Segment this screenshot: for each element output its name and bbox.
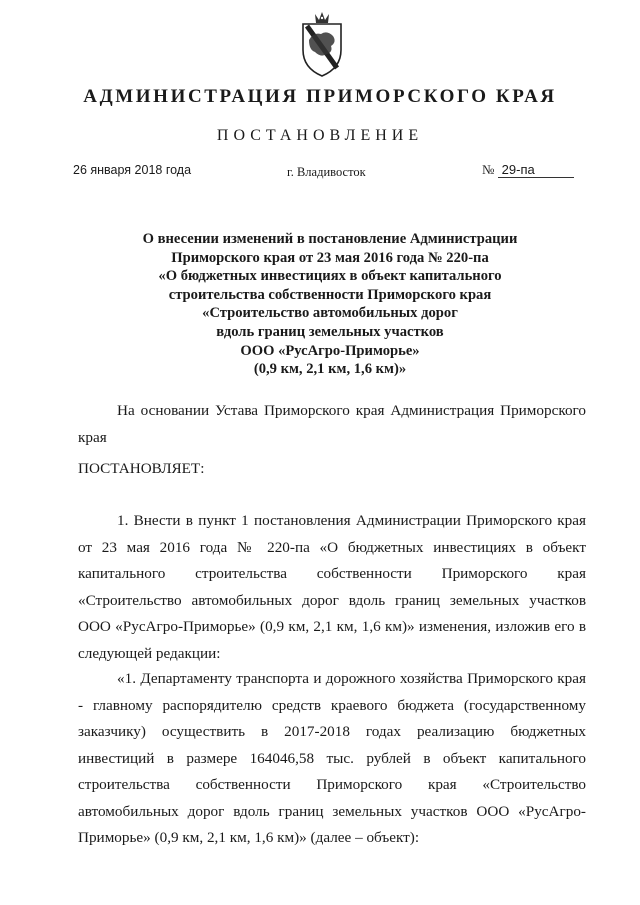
item-1-paragraph: 1. Внести в пункт 1 постановления Администрации Приморского края от 23 мая 2016 года № 220-па «О бюджетных инвестициях в объект капитального строительства собственности Приморского края «Строительство автомобильных дорог вдоль границ земельных участков ООО «РусАгро-Приморье» (0,9 км, 2,1 км, 1,6 км)» изменения, изложив его в следующей редакции:	[78, 512, 586, 662]
item-1-new-text-paragraph: «1. Департаменту транспорта и дорожного хозяйства Приморского края - главному распорядителю средств краевого бюджета (государственному заказчику) осуществить в 2017-2018 годах реализацию бюджетных инвестиций в размере 164046,58 тыс. рублей в объект капитального строительства собственности Приморского края «Строительство автомобильных дорог вдоль границ земельных участков ООО «РусАгро-Приморье» (0,9 км, 2,1 км, 1,6 км)» (далее – объект):	[78, 670, 586, 846]
number-value: 29-па	[498, 162, 574, 178]
heading-line: «О бюджетных инвестициях в объект капитального	[158, 268, 502, 285]
basis-paragraph: На основании Устава Приморского края Администрация Приморского края	[78, 402, 586, 446]
heading-line: строительства собственности Приморского края	[168, 286, 492, 303]
heading-line: Приморского края от 23 мая 2016 года № 220-па	[171, 249, 489, 266]
heading-line: «Строительство автомобильных дорог	[202, 305, 458, 322]
heading-line: О внесении изменений в постановление Администрации	[142, 231, 518, 247]
heading-line: вдоль границ земельных участков	[216, 323, 444, 340]
heading-line: ООО «РусАгро-Приморье»	[240, 342, 420, 359]
decree-word: ПОСТАНОВЛЯЕТ:	[78, 460, 205, 477]
number-prefix: №	[482, 162, 495, 177]
document-type: ПОСТАНОВЛЕНИЕ	[216, 127, 424, 144]
document-heading	[80, 230, 580, 379]
document-date: 26 января 2018 года	[73, 163, 192, 177]
heading-line: (0,9 км, 2,1 км, 1,6 км)»	[253, 361, 407, 378]
document-city: г. Владивосток	[287, 165, 366, 179]
coat-of-arms-emblem	[297, 10, 347, 78]
organization-title: АДМИНИСТРАЦИЯ ПРИМОРСКОГО КРАЯ	[83, 86, 557, 107]
document-number	[482, 162, 574, 178]
